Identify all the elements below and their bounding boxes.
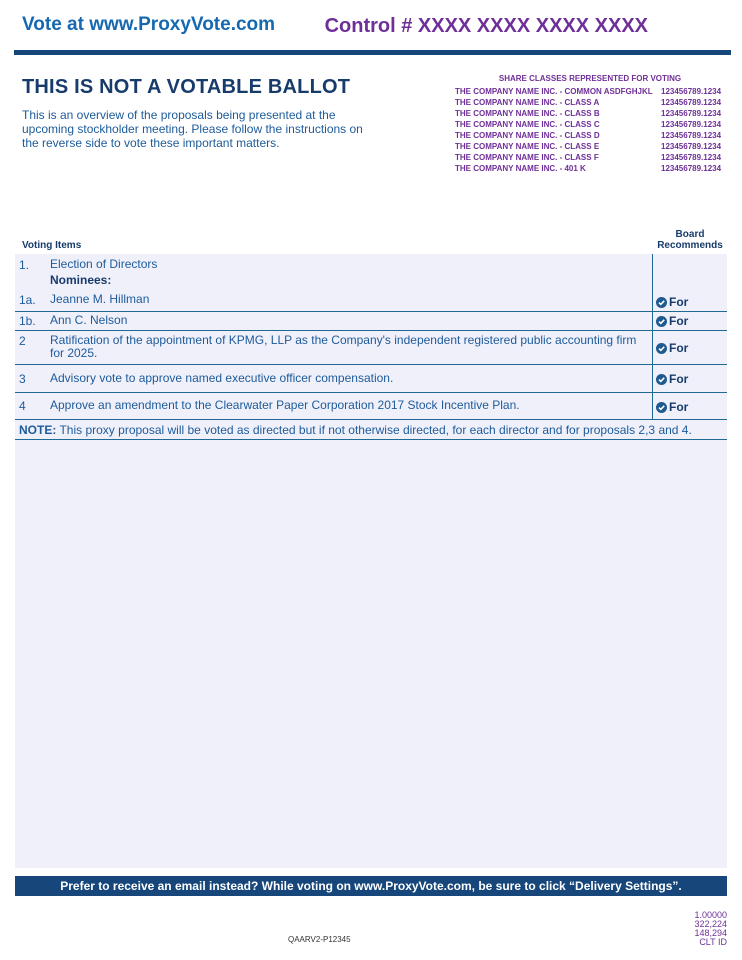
item-number: 3 — [19, 372, 26, 386]
item-text: Approve an amendment to the Clearwater Paper Corporation 2017 Stock Incentive Plan. — [50, 398, 520, 412]
job-code: QAARV2-P12345 — [288, 935, 351, 944]
header-rule — [14, 50, 731, 55]
page-title: THIS IS NOT A VOTABLE BALLOT — [22, 76, 351, 98]
recommendation: For — [656, 341, 688, 355]
note-label: NOTE: — [19, 423, 57, 437]
item-text: Ratification of the appointment of KPMG, LLP as the Company's independent registered public accounting firm for 2025. — [50, 333, 637, 360]
table-row — [15, 312, 727, 331]
item-number: 2 — [19, 334, 26, 348]
recommendation: For — [656, 372, 688, 386]
item-number: 1. — [19, 258, 30, 272]
share-class-row: THE COMPANY NAME INC. - CLASS F 123456789.1234 — [455, 153, 722, 162]
share-class-row: THE COMPANY NAME INC. - CLASS C 123456789.1234 — [455, 120, 722, 129]
check-circle-icon — [656, 374, 667, 385]
share-class-row: THE COMPANY NAME INC. - CLASS D 123456789.1234 — [455, 131, 722, 140]
check-circle-icon — [656, 343, 667, 354]
document-numbers: 1.00000 322,224 148,294 CLT ID — [694, 910, 727, 947]
note-text: This proxy proposal will be voted as directed but if not otherwise directed, for each director and for proposals 2,3 and 4. — [56, 423, 692, 437]
item-text: Election of Directors — [50, 257, 158, 271]
item-text: Jeanne M. Hillman — [50, 292, 150, 306]
share-class-row: THE COMPANY NAME INC. - CLASS E 123456789.1234 — [455, 142, 722, 151]
vote-url-header: Vote at www.ProxyVote.com — [22, 14, 276, 35]
table-row — [15, 393, 727, 420]
recommendation: For — [656, 295, 688, 309]
item-number: 1b. — [19, 314, 36, 328]
control-number: Control # XXXX XXXX XXXX XXXX — [324, 15, 648, 37]
proxy-note — [15, 421, 727, 440]
board-recommends-header: Board Recommends — [657, 229, 723, 251]
voting-items-header: Voting Items — [22, 240, 82, 251]
share-classes-title: SHARE CLASSES REPRESENTED FOR VOTING — [498, 74, 682, 83]
table-row — [15, 365, 727, 393]
check-circle-icon — [656, 402, 667, 413]
share-class-row: THE COMPANY NAME INC. - 401 K 123456789.1234 — [455, 164, 722, 173]
item-text: Advisory vote to approve named executive officer compensation. — [50, 371, 394, 385]
share-class-row: THE COMPANY NAME INC. - CLASS B 123456789.1234 — [455, 109, 722, 118]
item-text: Ann C. Nelson — [50, 313, 128, 327]
nominees-label: Nominees: — [50, 273, 112, 287]
check-circle-icon — [656, 316, 667, 327]
table-row — [15, 254, 727, 312]
email-delivery-banner: Prefer to receive an email instead? While voting on www.ProxyVote.com, be sure to click “Delivery Settings”. — [15, 876, 727, 896]
recommendation: For — [656, 400, 688, 414]
item-number: 4 — [19, 399, 26, 413]
share-class-row: THE COMPANY NAME INC. - CLASS A 123456789.1234 — [455, 98, 722, 107]
share-classes-panel — [455, 74, 725, 174]
check-circle-icon — [656, 297, 667, 308]
intro-text: This is an overview of the proposals being presented at the upcoming stockholder meeting. Please follow the instructions on the reverse side to vote these important matters. — [22, 108, 363, 150]
table-row — [15, 331, 727, 365]
item-number: 1a. — [19, 293, 36, 307]
share-class-row: THE COMPANY NAME INC. - COMMON ASDFGHJKL 123456789.1234 — [455, 87, 722, 96]
recommendation: For — [656, 314, 688, 328]
